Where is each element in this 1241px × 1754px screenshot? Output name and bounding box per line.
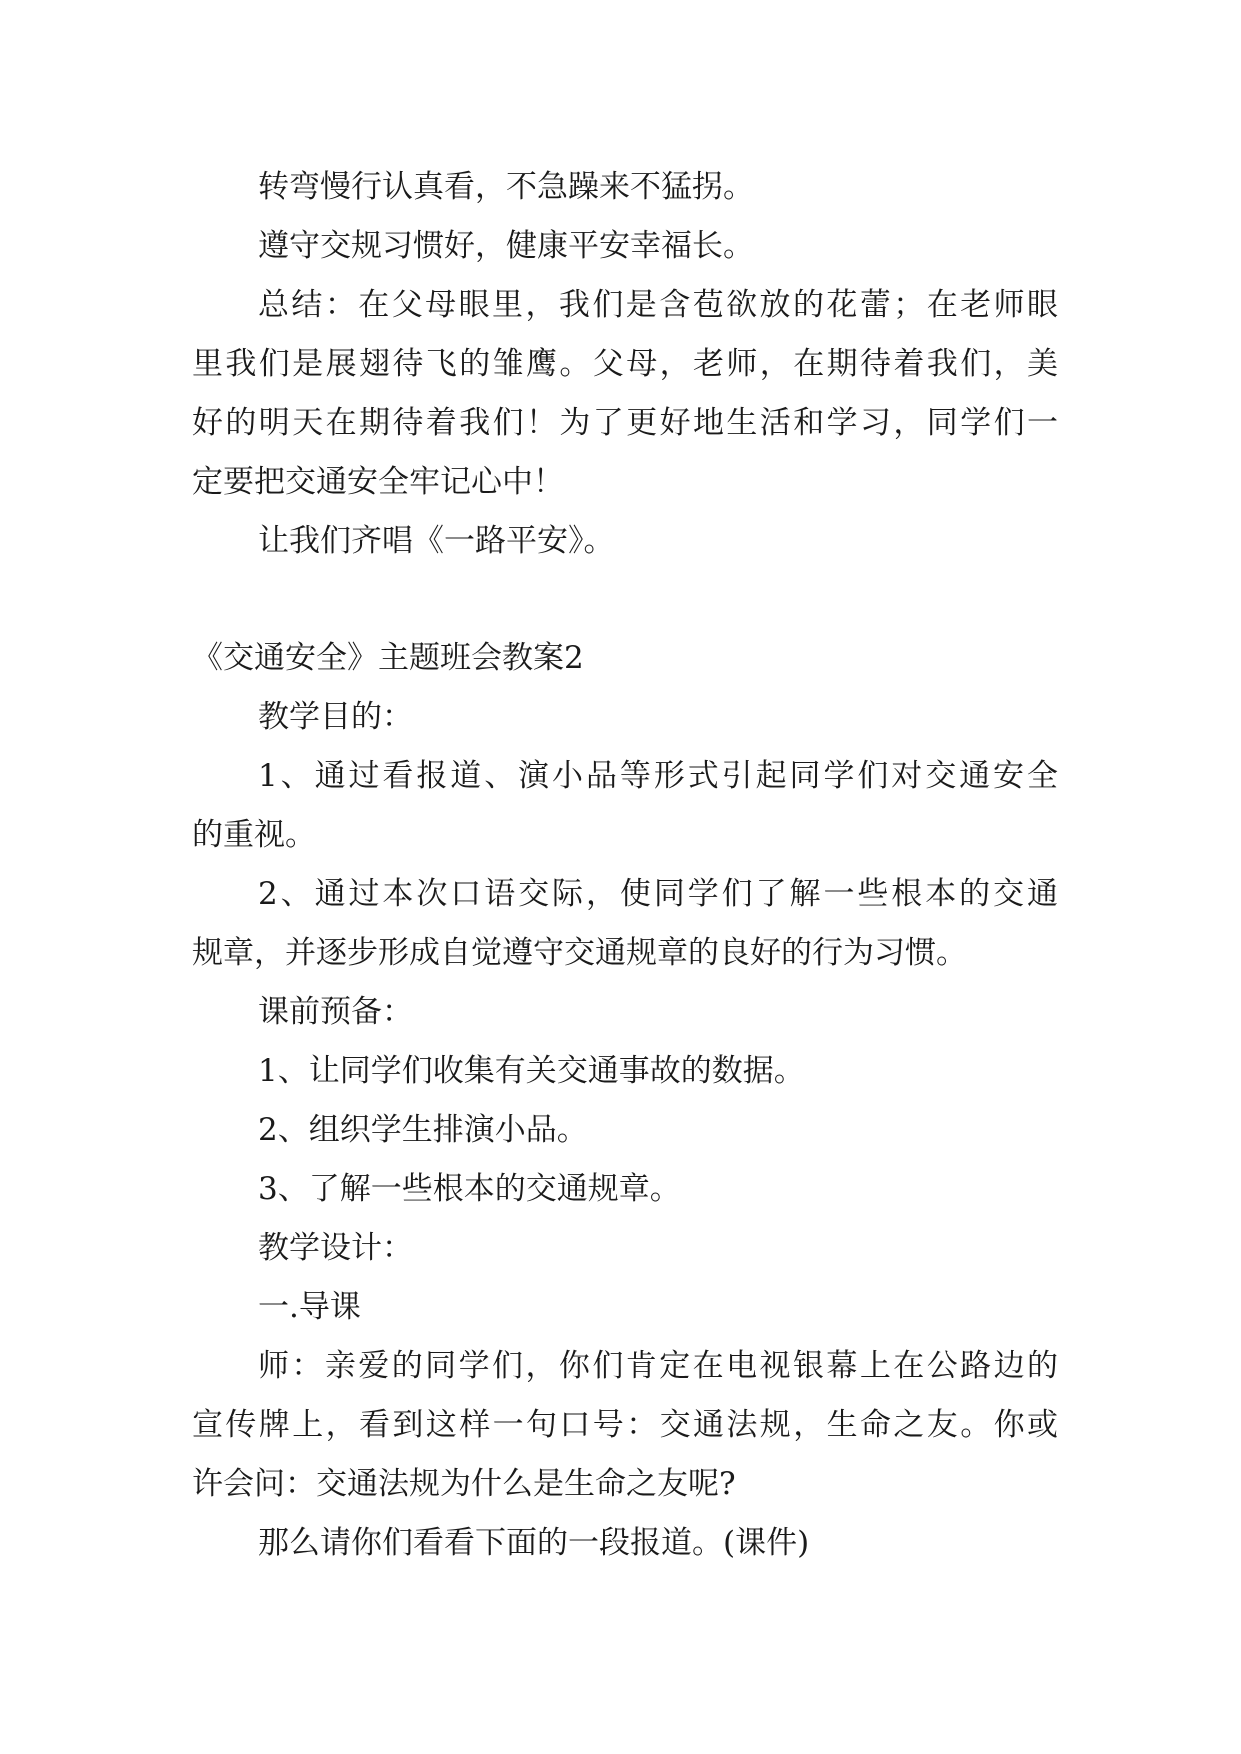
text-line: 1、通过看报道、演小品等形式引起同学们对交通安全 xyxy=(258,758,1058,794)
section-heading: 《交通安全》主题班会教案2 xyxy=(192,640,584,676)
text-line: 那么请你们看看下面的一段报道。(课件) xyxy=(258,1525,810,1561)
text-line: 转弯慢行认真看，不急躁来不猛拐。 xyxy=(258,169,754,205)
text-line: 教学目的： xyxy=(258,699,413,735)
text-line: 好的明天在期待着我们！为了更好地生活和学习，同学们一 xyxy=(192,405,1058,441)
text-line: 的重视。 xyxy=(192,817,316,853)
text-line: 2、通过本次口语交际，使同学们了解一些根本的交通 xyxy=(258,876,1058,912)
text-line: 定要把交通安全牢记心中！ xyxy=(192,464,564,500)
text-line: 宣传牌上，看到这样一句口号：交通法规，生命之友。你或 xyxy=(192,1407,1058,1443)
text-line: 3、了解一些根本的交通规章。 xyxy=(258,1171,681,1207)
text-line: 总结：在父母眼里，我们是含苞欲放的花蕾；在老师眼 xyxy=(258,287,1058,323)
text-line: 2、组织学生排演小品。 xyxy=(258,1112,588,1148)
text-line: 1、让同学们收集有关交通事故的数据。 xyxy=(258,1053,805,1089)
text-line: 许会问：交通法规为什么是生命之友呢? xyxy=(192,1466,736,1502)
text-line: 规章，并逐步形成自觉遵守交通规章的良好的行为习惯。 xyxy=(192,935,967,971)
text-line: 课前预备： xyxy=(258,994,413,1030)
text-line: 师：亲爱的同学们，你们肯定在电视银幕上在公路边的 xyxy=(258,1348,1058,1384)
text-line: 教学设计： xyxy=(258,1230,413,1266)
text-line: 里我们是展翅待飞的雏鹰。父母，老师，在期待着我们，美 xyxy=(192,346,1058,382)
text-line: 遵守交规习惯好，健康平安幸福长。 xyxy=(258,228,754,264)
text-line: 一.导课 xyxy=(258,1289,361,1325)
text-line: 让我们齐唱《一路平安》。 xyxy=(258,523,615,559)
